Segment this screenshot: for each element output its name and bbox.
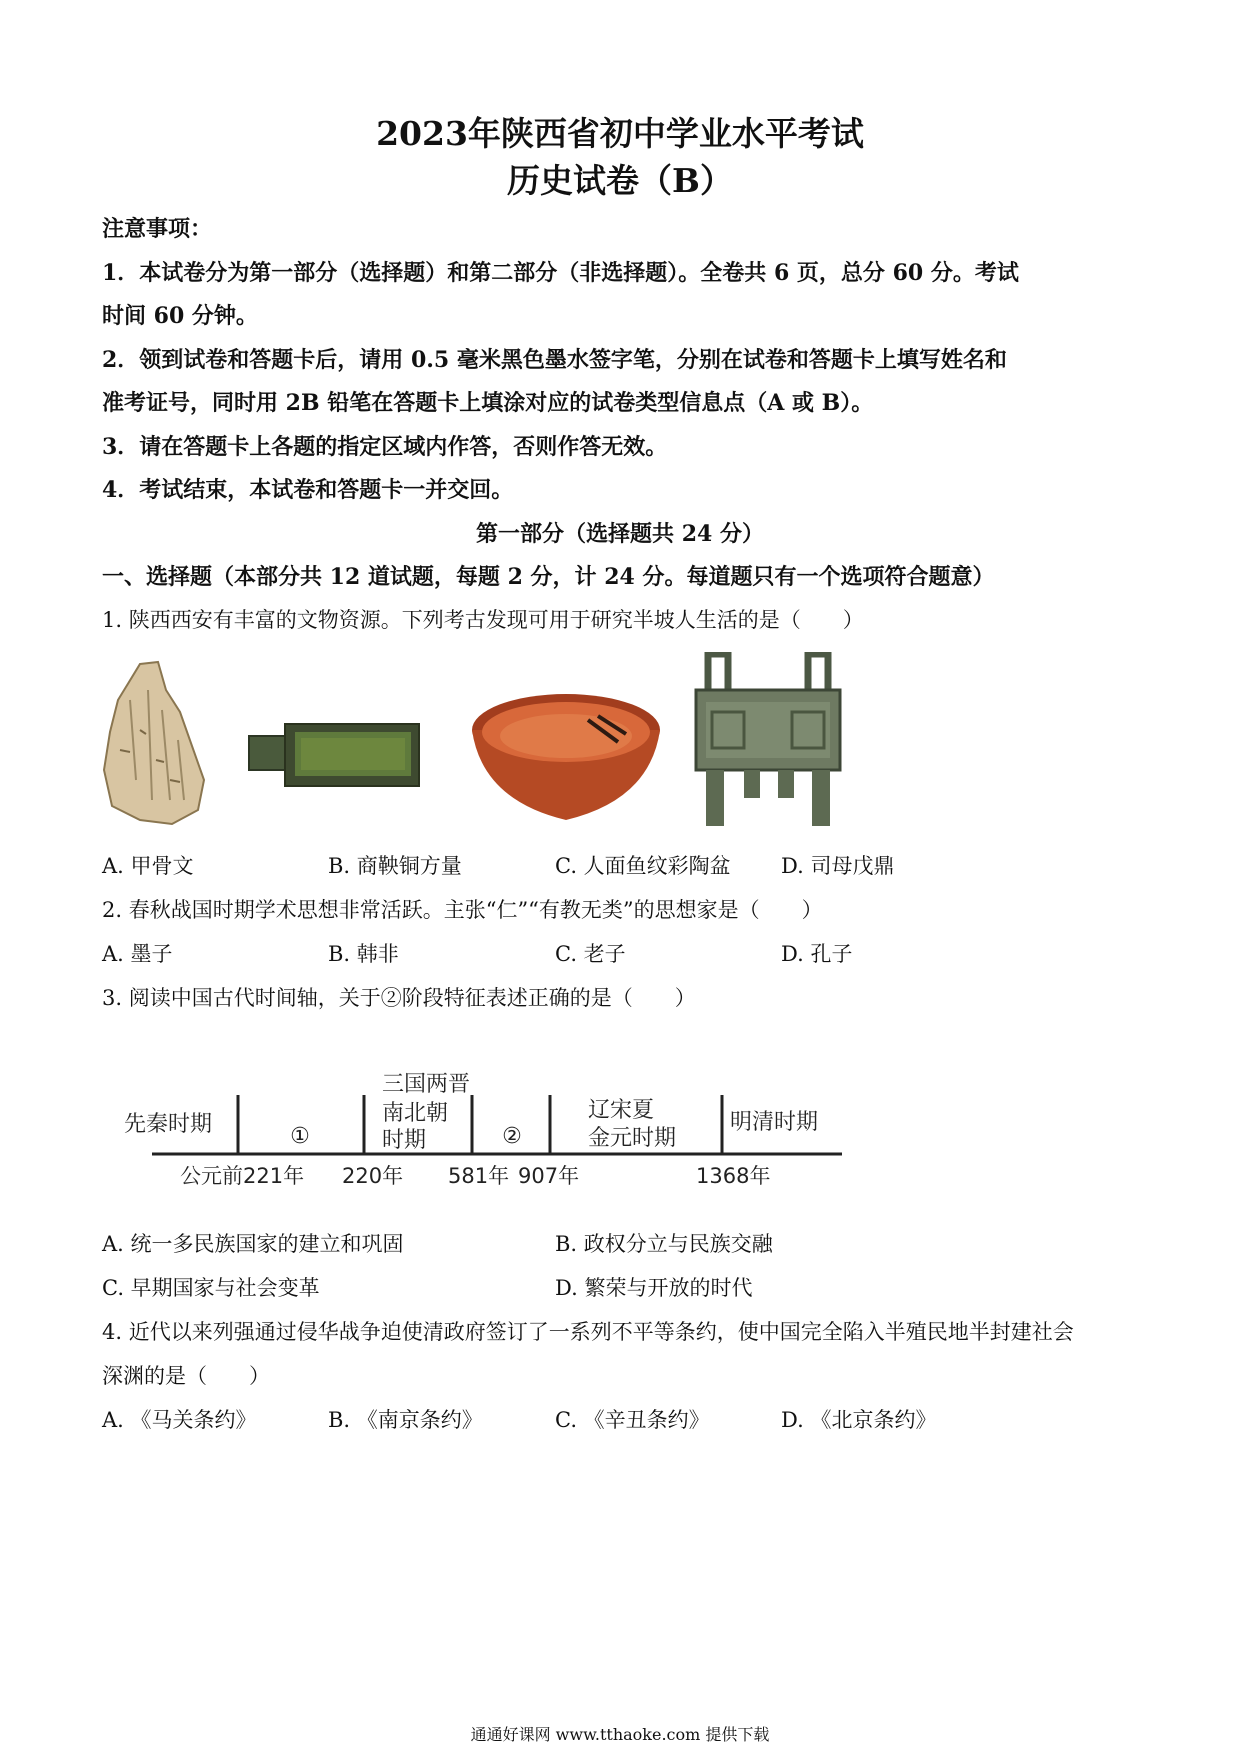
painted-pottery-basin-image (468, 690, 664, 826)
timeline-segment-liao-song-l1: 辽宋夏 (588, 1098, 655, 1123)
exam-subtitle: 历史试卷（B） (507, 161, 733, 200)
page-footer: 通通好课网 www.tthaoke.com 提供下载 (470, 1725, 770, 1744)
bronze-ding-image (692, 652, 844, 830)
question-3-option-c[interactable]: C. 早期国家与社会变革 (102, 1276, 320, 1300)
question-1-option-b[interactable]: B. 商鞅铜方量 (328, 854, 462, 878)
timeline-segment-1: ① (290, 1124, 310, 1149)
notes-item-1-line-2: 时间 60 分钟。 (102, 303, 258, 329)
question-3-stem: 3. 阅读中国古代时间轴，关于②阶段特征表述正确的是（ ） (102, 986, 696, 1010)
question-1-option-c[interactable]: C. 人面鱼纹彩陶盆 (555, 854, 731, 878)
oracle-bone-image (100, 660, 208, 826)
timeline-date-581: 581年 (448, 1164, 510, 1188)
timeline-date-221bc: 公元前221年 (180, 1164, 305, 1188)
question-4-option-c[interactable]: C. 《辛丑条约》 (555, 1408, 710, 1432)
question-4-stem-line-1: 4. 近代以来列强通过侵华战争迫使清政府签订了一系列不平等条约，使中国完全陷入半殖民地半封建社会 (102, 1320, 1074, 1344)
timeline-figure (110, 1065, 850, 1195)
exam-title: 2023年陕西省初中学业水平考试 (376, 114, 864, 153)
timeline-segment-pre-qin: 先秦时期 (124, 1112, 213, 1137)
timeline-segment-three-kingdoms-l3: 时期 (382, 1128, 427, 1153)
timeline-segment-2: ② (502, 1124, 522, 1149)
question-4-option-d[interactable]: D. 《北京条约》 (781, 1408, 937, 1432)
question-2-stem: 2. 春秋战国时期学术思想非常活跃。主张“仁”“有教无类”的思想家是（ ） (102, 898, 823, 922)
question-3-option-d[interactable]: D. 繁荣与开放的时代 (555, 1276, 753, 1300)
timeline-segment-ming-qing: 明清时期 (730, 1110, 819, 1135)
timeline-segment-liao-song-l2: 金元时期 (588, 1126, 677, 1151)
timeline-segment-three-kingdoms-l1: 三国两晋 (382, 1072, 471, 1097)
question-2-option-a[interactable]: A. 墨子 (102, 942, 173, 966)
notes-item-2-line-1: 2．领到试卷和答题卡后，请用 0.5 毫米黑色墨水签字笔，分别在试卷和答题卡上填写姓名和 (102, 347, 1007, 373)
question-2-option-c[interactable]: C. 老子 (555, 942, 626, 966)
question-1-option-a[interactable]: A. 甲骨文 (102, 854, 194, 878)
section-heading: 一、选择题（本部分共 12 道试题，每题 2 分，计 24 分。每道题只有一个选项符合题意） (102, 564, 995, 590)
question-4-stem-line-2: 深渊的是（ ） (102, 1364, 270, 1388)
notes-item-2-line-2: 准考证号，同时用 2B 铅笔在答题卡上填涂对应的试卷类型信息点（A 或 B）。 (102, 390, 874, 416)
question-4-option-a[interactable]: A. 《马关条约》 (102, 1408, 257, 1432)
question-3-option-a[interactable]: A. 统一多民族国家的建立和巩固 (102, 1232, 404, 1256)
question-2-option-d[interactable]: D. 孔子 (781, 942, 853, 966)
question-4-option-b[interactable]: B. 《南京条约》 (328, 1408, 483, 1432)
timeline-date-1368: 1368年 (696, 1164, 771, 1188)
question-3-option-b[interactable]: B. 政权分立与民族交融 (555, 1232, 773, 1256)
bronze-measure-image (245, 720, 423, 790)
question-2-option-b[interactable]: B. 韩非 (328, 942, 399, 966)
timeline-date-907: 907年 (518, 1164, 580, 1188)
notes-item-1-line-1: 1．本试卷分为第一部分（选择题）和第二部分（非选择题）。全卷共 6 页，总分 60 分。考试 (102, 260, 1019, 286)
question-1-option-d[interactable]: D. 司母戊鼎 (781, 854, 895, 878)
notes-item-4: 4．考试结束，本试卷和答题卡一并交回。 (102, 477, 514, 503)
timeline-segment-three-kingdoms-l2: 南北朝 (382, 1101, 449, 1126)
question-1-stem: 1. 陕西西安有丰富的文物资源。下列考古发现可用于研究半坡人生活的是（ ） (102, 608, 864, 632)
timeline-date-220: 220年 (342, 1164, 404, 1188)
part1-heading: 第一部分（选择题共 24 分） (476, 521, 764, 547)
notes-item-3: 3．请在答题卡上各题的指定区域内作答，否则作答无效。 (102, 434, 668, 460)
notes-heading: 注意事项： (102, 216, 213, 242)
